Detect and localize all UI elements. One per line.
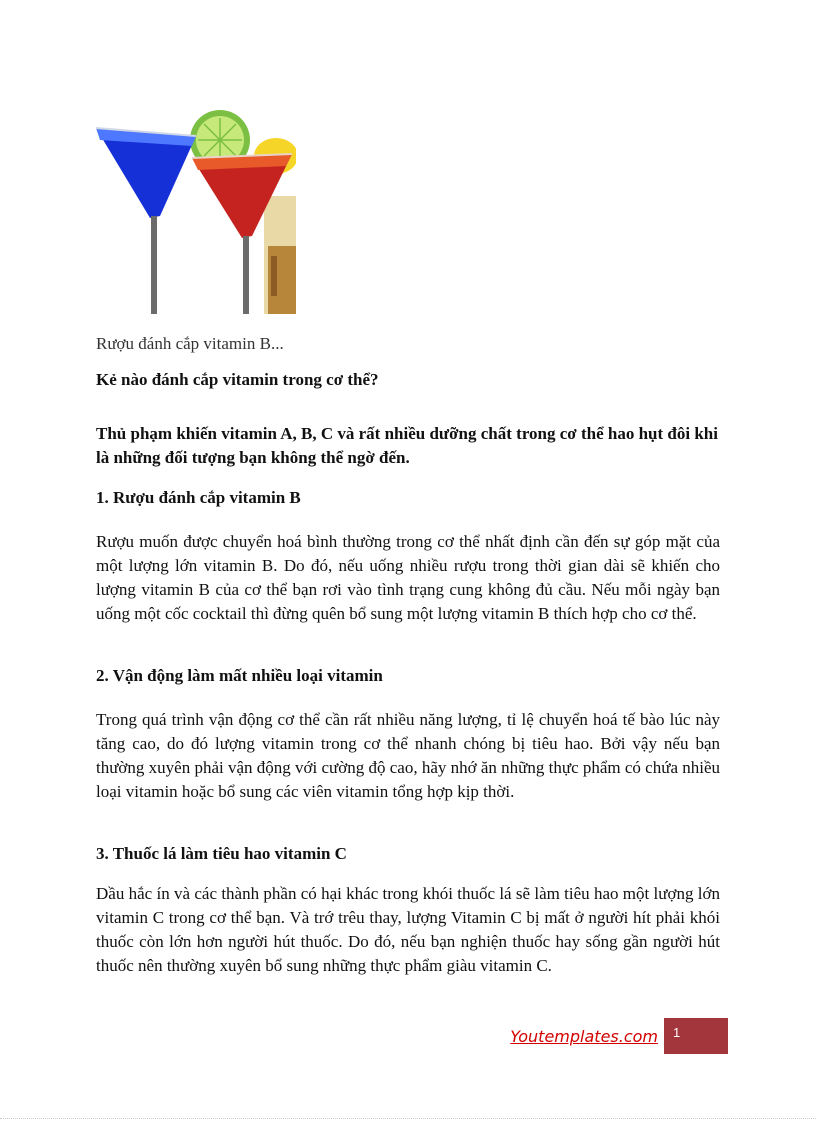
section-body-smoking: Dầu hắc ín và các thành phần có hại khác trong khói thuốc lá sẽ làm tiêu hao một lượng lớn vitamin C trong cơ thể bạn. Và trớ trêu thay, lượng Vitamin C bị mất ở người hít phải khói thuốc còn lớn hơn người hút thuốc. Do đó, nếu bạn nghiện thuốc hay sống gần người hút thuốc nên thường xuyên bổ sung những thực phẩm giàu vitamin C.: [96, 884, 720, 975]
section-heading-smoking: 3. Thuốc lá làm tiêu hao vitamin C: [96, 844, 347, 863]
cocktail-photo: [96, 106, 296, 314]
footer-link[interactable]: Youtemplates.com: [510, 1027, 658, 1046]
page-footer: [0, 1018, 816, 1054]
page-number: 1: [673, 1025, 681, 1040]
image-caption: Rượu đánh cắp vitamin B...: [96, 334, 284, 353]
cocktail-illustration: [96, 106, 296, 314]
article-lead: Thủ phạm khiến vitamin A, B, C và rất nhiều dưỡng chất trong cơ thể hao hụt đôi khi là những đối tượng bạn không thể ngờ đến.: [96, 424, 718, 467]
article-title: Kẻ nào đánh cắp vitamin trong cơ thể?: [96, 370, 379, 389]
section-body-exercise: Trong quá trình vận động cơ thể cần rất nhiều năng lượng, tỉ lệ chuyển hoá tế bào lúc này tăng cao, do đó lượng vitamin trong cơ thể nhanh chóng bị tiêu hao. Bởi vậy nếu bạn thường xuyên phải vận động với cường độ cao, hãy nhớ ăn những thực phẩm có chứa nhiều loại vitamin hoặc bổ sung các viên vitamin tổng hợp kịp thời.: [96, 710, 721, 801]
section-heading-alcohol: 1. Rượu đánh cắp vitamin B: [96, 488, 301, 507]
page-number-badge: [664, 1018, 728, 1054]
section-heading-exercise: 2. Vận động làm mất nhiều loại vitamin: [96, 666, 383, 685]
page-bottom-divider: [0, 1118, 816, 1119]
section-body-alcohol: Rượu muốn được chuyển hoá bình thường trong cơ thể nhất định cần đến sự góp mặt của một lượng lớn vitamin B. Do đó, nếu uống nhiều rượu trong thời gian dài sẽ khiến cho lượng vitamin B của cơ thể bạn rơi vào tình trạng cung không đủ cầu. Nếu mỗi ngày bạn uống một cốc cocktail thì đừng quên bổ sung một lượng vitamin B thích hợp cho cơ thể.: [96, 532, 720, 623]
